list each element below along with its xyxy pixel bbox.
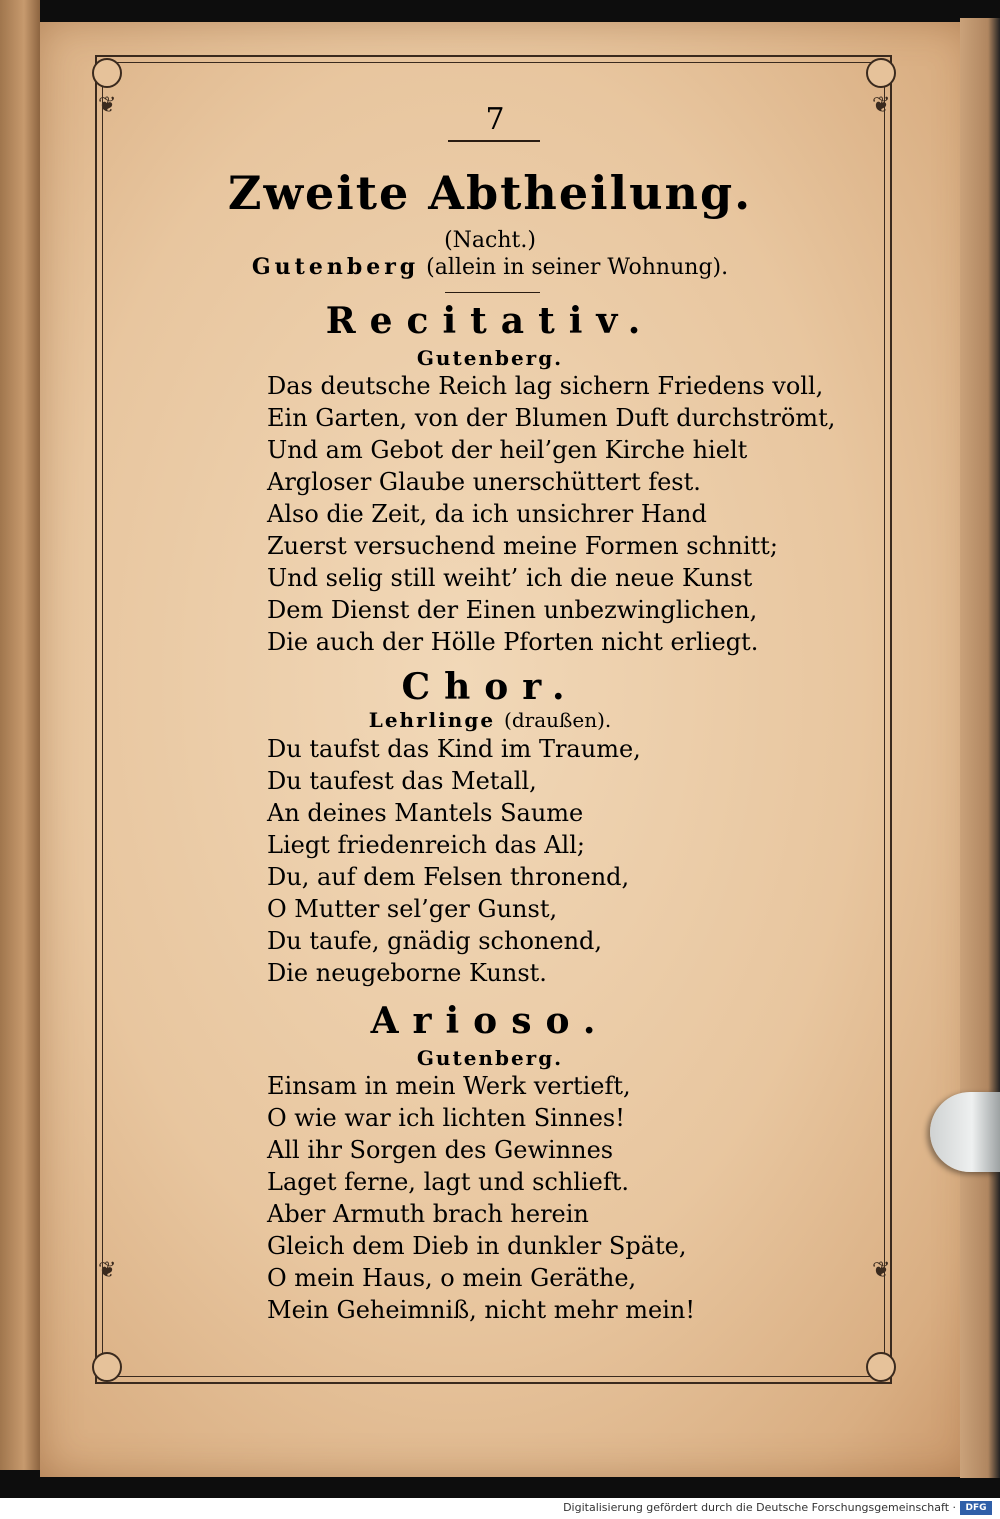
frame-vine-ornament-left: ❦ xyxy=(98,93,117,118)
verse-line: Gleich dem Dieb in dunkler Späte, xyxy=(267,1232,687,1260)
frame-corner-ornament-top-left xyxy=(92,58,122,88)
verse-line: Du taufst das Kind im Traume, xyxy=(267,735,641,763)
arioso-verse xyxy=(267,1070,827,1326)
verse-line: Und am Gebot der heil’gen Kirche hielt xyxy=(267,436,748,464)
page-number-rule xyxy=(448,140,540,142)
arioso-speaker: Gutenberg. xyxy=(416,1046,564,1070)
scan-clip-tab xyxy=(930,1092,1000,1172)
recitativ-verse xyxy=(267,370,836,658)
frame-vine-ornament-bottom-left: ❦ xyxy=(98,1258,117,1283)
stage-time: (Nacht.) xyxy=(444,228,536,253)
arioso-title: Arioso. xyxy=(370,1000,610,1042)
chor-verse xyxy=(267,733,827,989)
frame-vine-ornament-right: ❦ xyxy=(872,93,891,118)
verse-line: Einsam in mein Werk vertieft, xyxy=(267,1072,631,1100)
verse-line: Liegt friedenreich das All; xyxy=(267,831,585,859)
frame-corner-ornament-bottom-left xyxy=(92,1352,122,1382)
verse-line: Die auch der Hölle Pforten nicht erliegt. xyxy=(267,628,759,656)
section-heading: Zweite Abtheilung. xyxy=(227,166,753,220)
verse-line: Laget ferne, lagt und schlieft. xyxy=(267,1168,630,1196)
verse-line: All ihr Sorgen des Gewinnes xyxy=(267,1136,614,1164)
verse-line: Du, auf dem Felsen thronend, xyxy=(267,863,630,891)
footer-credit: Digitalisierung gefördert durch die Deutsche Forschungsgemeinschaft · xyxy=(563,1501,956,1514)
verse-line: Dem Dienst der Einen unbezwinglichen, xyxy=(267,596,758,624)
chor-speaker-line xyxy=(140,708,840,732)
verse-line: Mein Geheimniß, nicht mehr mein! xyxy=(267,1296,695,1324)
verse-line: Und selig still weiht’ ich die neue Kunst xyxy=(267,564,753,592)
verse-line: An deines Mantels Saume xyxy=(267,799,584,827)
recitativ-speaker: Gutenberg. xyxy=(416,346,564,370)
verse-line: Zuerst versuchend meine Formen schnitt; xyxy=(267,532,778,560)
verse-line: O wie war ich lichten Sinnes! xyxy=(267,1104,625,1132)
verse-line: O mein Haus, o mein Geräthe, xyxy=(267,1264,637,1292)
verse-line: Die neugeborne Kunst. xyxy=(267,959,547,987)
divider-rule xyxy=(445,292,540,293)
frame-corner-ornament-bottom-right xyxy=(866,1352,896,1382)
chor-speaker: Lehrlinge xyxy=(368,708,496,732)
chor-speaker-note: (draußen). xyxy=(504,708,612,732)
verse-line: O Mutter sel’ger Gunst, xyxy=(267,895,558,923)
verse-line: Also die Zeit, da ich unsichrer Hand xyxy=(267,500,707,528)
dfg-logo: DFG xyxy=(960,1501,992,1515)
previous-page-edge xyxy=(0,0,40,1470)
frame-vine-ornament-bottom-right: ❦ xyxy=(872,1258,891,1283)
frame-corner-ornament-top-right xyxy=(866,58,896,88)
verse-line: Du taufe, gnädig schonend, xyxy=(267,927,603,955)
verse-line: Du taufest das Metall, xyxy=(267,767,537,795)
stage-direction xyxy=(140,254,840,280)
chor-title: Chor. xyxy=(401,666,579,708)
verse-line: Das deutsche Reich lag sichern Friedens voll, xyxy=(267,372,824,400)
stage-direction-note: (allein in seiner Wohnung). xyxy=(426,255,729,280)
page-number: 7 xyxy=(485,102,505,137)
page-right-edge xyxy=(960,18,1000,1478)
verse-line: Aber Armuth brach herein xyxy=(267,1200,589,1228)
stage-direction-name: Gutenberg xyxy=(251,254,420,280)
verse-line: Argloser Glaube unerschüttert fest. xyxy=(267,468,701,496)
verse-line: Ein Garten, von der Blumen Duft durchströmt, xyxy=(267,404,836,432)
recitativ-title: Recitativ. xyxy=(325,300,655,342)
